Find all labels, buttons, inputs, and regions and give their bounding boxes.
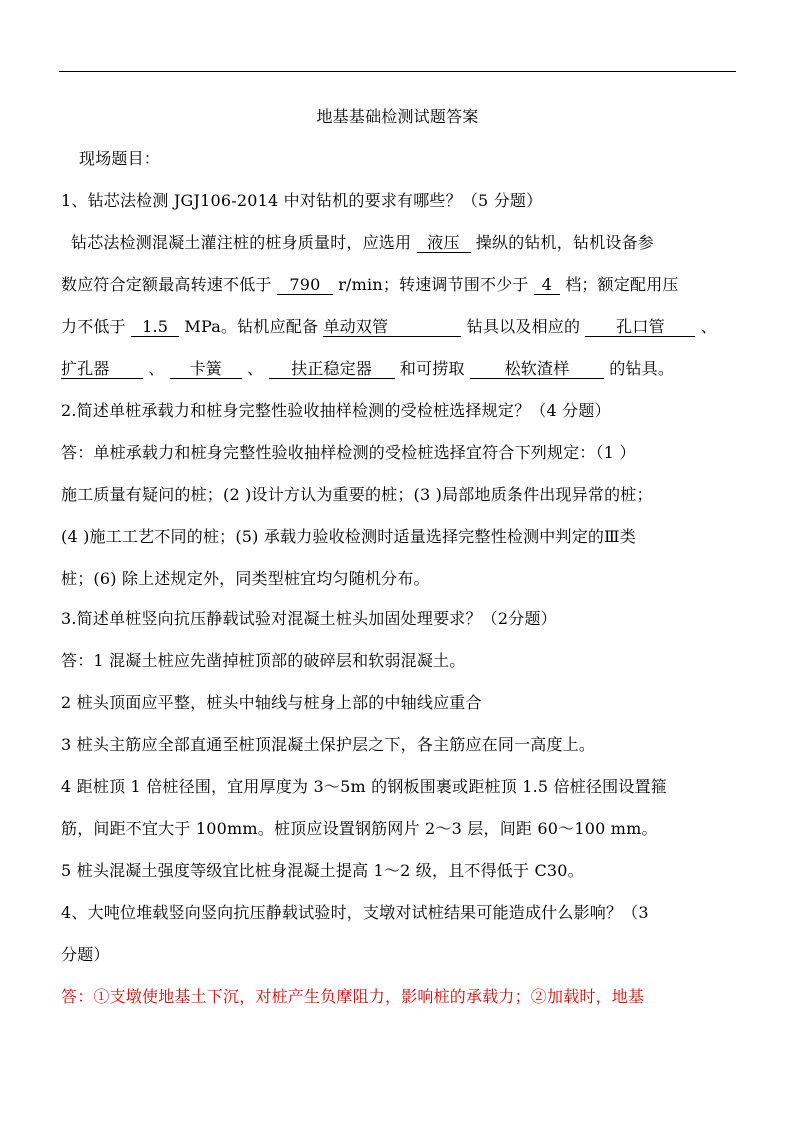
question-4: 4、大吨位堆载竖向竖向抗压静载试验时，支墩对试桩结果可能造成什么影响？（3 [61,903,649,922]
q1-text: 操纵的钻机，钻机设备参 [475,233,654,252]
q1-text: MPa。钻机应配备 [184,317,319,336]
blank-pressure: 1.5 [131,317,179,337]
q2-answer-line: 答：单桩承载力和桩身完整性验收抽样检测的受检桩选择宜符合下列规定：（1 ） [61,443,636,462]
q1-answer-line-4 [61,358,737,380]
blank-spring: 卡簧 [170,359,242,379]
blank-gears: 4 [534,275,560,295]
q1-text: 钻具以及相应的 [466,317,581,336]
q1-text: 档；额定配用压 [565,275,679,294]
blank-sample: 松软渣样 [470,359,604,379]
q2-answer-line: (4 )施工工艺不同的桩；(5) 承载力验收检测时适量选择完整性检测中判定的Ⅲ类 [61,527,636,546]
q1-text: 钻芯法检测混凝土灌注桩的桩身质量时，应选用 [71,233,412,252]
q1-text: r/min；转速调节围不少于 [338,275,529,294]
blank-tube: 单动双管 [323,317,461,337]
page-title: 地基基础检测试题答案 [316,107,479,126]
question-1: 1、钻芯法检测 JGJ106-2014 中对钻机的要求有哪些？（5 分题） [61,191,543,210]
q1-answer-line-1 [71,232,747,254]
q1-text: 、 [700,317,717,336]
q3-answer-line: 筋，间距不宜大于 100mm。桩顶应设置钢筋网片 2～3 层，间距 60～100 mm。 [61,819,658,838]
blank-bit: 孔口管 [585,317,695,337]
q1-text: 数应符合定额最高转速不低于 [61,275,272,294]
q3-answer-line: 答：1 混凝土桩应先凿掉桩顶部的破碎层和软弱混凝土。 [61,651,466,670]
q1-text: 力不低于 [61,317,126,336]
question-3: 3.简述单桩竖向抗压静载试验对混凝土桩头加固处理要求？（2分题） [61,609,557,628]
question-2: 2.简述单桩承载力和桩身完整性验收抽样检测的受检桩选择规定？（4 分题） [61,401,611,420]
q1-text: 的钻具。 [609,359,675,378]
q1-answer-line-3 [61,316,737,338]
q3-answer-line: 3 桩头主筋应全部直通至桩顶混凝土保护层之下，各主筋应在同一高度上。 [61,735,596,754]
q2-answer-line: 桩；(6) 除上述规定外，同类型桩宜均匀随机分布。 [61,569,430,588]
blank-hydraulic: 液压 [417,233,471,253]
q1-answer-line-2 [61,274,737,296]
question-4-cont: 分题） [61,945,110,964]
q3-answer-line: 2 桩头顶面应平整，桩头中轴线与桩身上部的中轴线应重合 [61,693,482,712]
header-rule [59,71,736,72]
q3-answer-line: 4 距桩顶 1 倍桩径围，宜用厚度为 3～5m 的钢板围裹或距桩顶 1.5 倍桩径围设置箍 [61,777,667,796]
q3-answer-line: 5 桩头混凝土强度等级宜比桩身混凝土提高 1～2 级，且不得低于 C30。 [61,861,584,880]
q1-text: 、 [148,359,165,378]
q1-text: 、 [247,359,264,378]
q1-text: 和可捞取 [399,359,465,378]
blank-stabilizer: 扶正稳定器 [269,359,395,379]
q2-answer-line: 施工质量有疑问的桩；(2 )设计方认为重要的桩；(3 )局部地质条件出现异常的桩； [61,485,653,504]
blank-reamer: 扩孔器 [61,359,143,379]
blank-speed: 790 [277,275,333,295]
q4-answer-line: 答：①支墩使地基土下沉，对桩产生负摩阻力，影响桩的承载力；②加载时，地基 [61,987,645,1006]
section-heading: 现场题目： [79,149,161,168]
